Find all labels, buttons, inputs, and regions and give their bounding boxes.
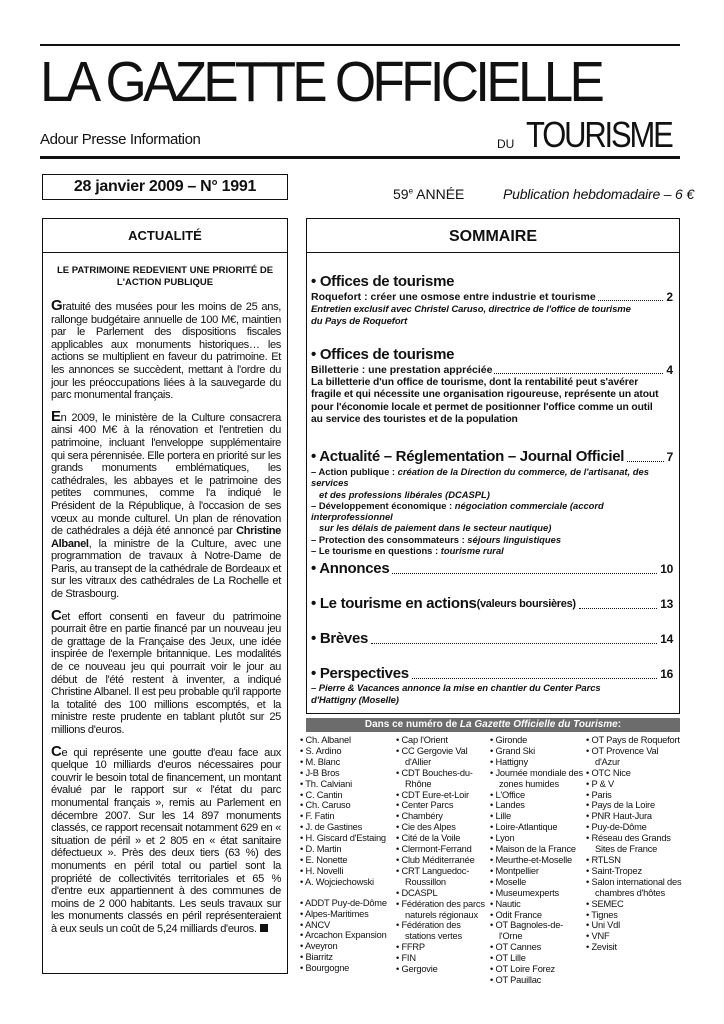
index-entry: • S. Ardino <box>300 746 396 757</box>
paragraph-text: e qui représente une goutte d'eau face aux quelque 10 milliards d'euros nécessaires pour couvrir le besoin total de financement, un montant évalué par le rapport sur « l'état du parc monumental français », remis au Parlement en décembre 2007. Sur les 14 897 monuments classés, ce rapport recensait notamment 629 en « situation de péril » et 2 805 en « état sanitaire défectueux ». Près des deux tiers (63 %) des monuments en péril total ou partiel sont la propriété de collectivités territoriales et 65 % d'entre eux appartiennent à des communes de moins de 2 000 habitants. Les seuls travaux sur les monuments classés en péril représenteraient à eux seuls un coût de 5,24 milliards d'euros. <box>51 746 281 935</box>
index-entry: • Ch. Caruso <box>300 800 396 811</box>
index-entry: • Zevisit <box>586 942 682 953</box>
page-number: 7 <box>666 450 673 464</box>
item-label: – Développement économique : <box>311 499 455 511</box>
index-entry: • Ch. Albanel <box>300 735 396 746</box>
index-entry: • M. Blanc <box>300 757 396 768</box>
index-entry: • Cap l'Orient <box>396 735 488 746</box>
index-entry: • Museumexperts <box>490 888 586 899</box>
masthead-tourisme: TOURISME <box>526 114 672 155</box>
index-entry: • Center Parcs <box>396 800 488 811</box>
sommaire-section-3 <box>311 448 673 556</box>
actualite-subtitle: LE PATRIMOINE REDEVIENT UNE PRIORITÉ DE L'ACTION PUBLIQUE <box>56 265 274 288</box>
sommaire-box <box>306 218 680 714</box>
index-entry: • Bourgogne <box>300 963 396 974</box>
index-entry: • F. Fatin <box>300 811 396 822</box>
index-entry: • SEMEC <box>586 899 682 910</box>
dot-leader <box>579 608 658 609</box>
section-title: • Brèves <box>311 630 369 647</box>
index-entry: • Saint-Tropez <box>586 866 682 877</box>
index-entry: • OT Cannes <box>490 942 586 953</box>
page-number: 4 <box>666 363 673 377</box>
index-entry: • CC Gergovie Val d'Allier <box>396 746 488 768</box>
index-entry: • OT Provence Val d'Azur <box>586 746 682 768</box>
index-entry: • Uni Vdl <box>586 920 682 931</box>
index-entry: • Réseau des Grands Sites de France <box>586 833 682 855</box>
index-entry: • Tignes <box>586 910 682 921</box>
article-paragraph <box>51 742 281 936</box>
index-entry: • Grand Ski <box>490 746 586 757</box>
index-entry: • Club Méditerranée <box>396 855 488 866</box>
section-title: • Perspectives <box>311 665 409 682</box>
index-entry: • Arcachon Expansion <box>300 930 396 941</box>
page-number: 2 <box>666 290 673 304</box>
index-entry: • Montpellier <box>490 866 586 877</box>
item-text: et des professions libérales (DCASPL) <box>319 488 490 500</box>
article-paragraph <box>51 407 281 601</box>
index-entry: • Paris <box>586 790 682 801</box>
section-title-line <box>311 595 673 613</box>
paragraph-text: , la ministre de la Culture, avec une programmation de travaux à Notre-Dame de Paris, au transept de la cathédrale de Bordeaux et sur les vitraux des cathédrales de La Rochelle et de Strasbourg. <box>51 537 281 601</box>
index-entry: • CDT Bouches-du-Rhône <box>396 768 488 790</box>
index-entry: • Cité de la Voile <box>396 833 488 844</box>
section-title: • Offices de tourisme <box>311 273 455 290</box>
index-heading <box>306 718 680 732</box>
index-entry: • Chambéry <box>396 811 488 822</box>
section-title: • Actualité – Réglementation – Journal Officiel <box>311 448 625 465</box>
item-label: – Le tourisme en questions : <box>311 545 441 557</box>
index-entry: • OTC Nice <box>586 768 682 779</box>
entry-text: Roquefort : créer une osmose entre industrie et tourisme <box>311 291 596 303</box>
index-entry: • PNR Haut-Jura <box>586 811 682 822</box>
annee-label <box>393 186 464 202</box>
drop-letter: G <box>51 297 63 314</box>
section-title-line <box>311 448 673 466</box>
section-entry <box>311 291 673 304</box>
index-entry: • Lyon <box>490 833 586 844</box>
index-heading-text: Dans ce numéro de <box>364 719 460 730</box>
index-entry: • FFRP <box>396 942 488 953</box>
index-entry: • VNF <box>586 931 682 942</box>
section-description: Entretien exclusif avec Christel Caruso, directrice de l'office de tourisme du Pays de Roquefort <box>311 304 631 327</box>
index-entry: • RTLSN <box>586 855 682 866</box>
index-entry: • OT Pauillac <box>490 975 586 986</box>
drop-letter: E <box>51 407 61 425</box>
item-text: tourisme rural <box>440 545 504 557</box>
masthead-title: LA GAZETTE OFFICIELLE <box>40 50 602 114</box>
index-heading-title: La Gazette Officielle du Tourisme <box>459 719 618 730</box>
index-spacer <box>300 888 396 898</box>
index-entry: • Hattigny <box>490 757 586 768</box>
end-mark-icon <box>260 924 268 932</box>
index-entry: • Salon international des chambres d'hôtes <box>586 877 682 899</box>
index-entry: • D. Martin <box>300 844 396 855</box>
annee-number: 59 <box>393 186 409 202</box>
index-entry: • Maison de la France <box>490 844 586 855</box>
index-entry: • L'Office <box>490 790 586 801</box>
item-text: sur les délais de paiement dans le secteur nautique) <box>319 522 552 534</box>
index-entry: • ADDT Puy-de-Dôme <box>300 898 396 909</box>
sommaire-section-1 <box>311 273 673 327</box>
section-item <box>311 466 673 500</box>
index-entry: • CRT Languedoc-Roussillon <box>396 866 488 888</box>
publisher-name: Adour Presse Information <box>40 131 201 148</box>
dot-leader <box>412 678 657 679</box>
dot-leader <box>371 643 657 644</box>
dot-leader <box>627 461 663 462</box>
section-item <box>311 534 673 545</box>
sommaire-section-7 <box>311 665 673 706</box>
sommaire-section-4 <box>311 560 673 578</box>
section-title: • Offices de tourisme <box>311 346 455 363</box>
index-entry: • J. de Gastines <box>300 822 396 833</box>
index-heading-colon: : <box>617 719 622 730</box>
section-title: • Annonces <box>311 560 390 577</box>
sommaire-section-5 <box>311 595 673 613</box>
article-paragraph <box>51 606 281 737</box>
index-entry: • Alpes-Maritimes <box>300 909 396 920</box>
index-entry: • A. Wojciechowski <box>300 877 396 888</box>
index-entry: • Aveyron <box>300 941 396 952</box>
item-label: – Action publique : <box>311 466 398 477</box>
index-entry: • Odit France <box>490 910 586 921</box>
index-entry: • Gironde <box>490 735 586 746</box>
paragraph-text: ratuité des musées pour les moins de 25 ans, rallonge budgétaire annuelle de 100 M€, maintien par le Parlement des dispositions fiscales applicables aux monuments historiques… les actions se multiplient en faveur du patrimoine. Et les annonces se succèdent, mettant à l'ordre du jour les préoccupations liées à la sauvegarde du parc monumental français. <box>51 301 281 402</box>
index-entry: • Th. Calviani <box>300 779 396 790</box>
index-entry: • FIN <box>396 953 488 964</box>
index-entry: • ANCV <box>300 920 396 931</box>
index-column-2 <box>396 735 488 975</box>
index-entry: • Clermont-Ferrand <box>396 844 488 855</box>
index-entry: • Fédération des parcs naturels régionaux <box>396 899 488 921</box>
annee-sup: e <box>408 186 414 196</box>
item-text: création de la Direction du commerce, de l'artisanat, des services <box>311 466 649 489</box>
index-entry: • Gergovie <box>396 964 488 975</box>
sommaire-section-2 <box>311 346 673 426</box>
index-entry: • E. Nonette <box>300 855 396 866</box>
top-rule <box>40 44 680 46</box>
page-number: 14 <box>660 632 673 646</box>
section-entry <box>311 364 673 377</box>
masthead-du: DU <box>497 137 515 151</box>
page-number: 13 <box>660 597 673 611</box>
actualite-heading: ACTUALITÉ <box>43 219 287 253</box>
dot-leader <box>598 300 664 301</box>
index-entry: • Journée mondiale des zones humides <box>490 768 586 790</box>
section-title-line <box>311 630 673 648</box>
paragraph-text: n 2009, le ministère de la Culture consacrera ainsi 400 M€ à la rénovation et l'entretien du patrimoine, incluant l'enveloppe supplémentaire qui sera pérennisée. Elle portera en priorité sur les grands monuments emblématiques, les cathédrales, les abbayes et le patrimoine des petites communes, comme l'a indiqué le Président de la République, à l'occasion de ses vœux au monde culturel. Un plan de rénovation de cathédrales a déjà été annoncé par <box>51 411 281 538</box>
index-entry: • Puy-de-Dôme <box>586 822 682 833</box>
index-column-4 <box>586 735 682 953</box>
drop-letter: C <box>51 742 62 760</box>
index-entry: • P & V <box>586 779 682 790</box>
section-item <box>311 500 673 534</box>
masthead-bottom-rule <box>40 156 680 159</box>
index-entry: • C. Cantin <box>300 790 396 801</box>
index-column-1 <box>300 735 396 974</box>
section-title-line <box>311 665 673 683</box>
paragraph-text: et effort consenti en faveur du patrimoine pourrait être en partie financé par un nouveau jeu de grattage de la Française des Jeux, une idée inspirée de l'exemple britannique. Les modalités de ce nouveau jeu qui pourrait voir le jour au début de l'été restent à inventer, a indiqué Christine Albanel. Il est peu probable qu'il rapporte la totalité des 100 millions escomptés, et la ministre reste prudente en tablant plutôt sur 25 millions d'euros. <box>51 610 281 736</box>
section-title: • Le tourisme en actions <box>311 595 477 612</box>
section-item <box>311 545 673 556</box>
dot-leader <box>494 373 663 374</box>
entry-text: Billetterie : une prestation appréciée <box>311 364 493 376</box>
item-text: négociation commerciale (accord interprofessionnel <box>311 499 604 523</box>
index-entry: • Loire-Atlantique <box>490 822 586 833</box>
actualite-article <box>43 297 287 936</box>
index-entry: • J-B Bros <box>300 768 396 779</box>
index-entry: • Moselle <box>490 877 586 888</box>
index-entry: • Cie des Alpes <box>396 822 488 833</box>
item-label: – Protection des consommateurs : <box>311 533 468 545</box>
index-entry: • H. Novelli <box>300 866 396 877</box>
actualite-box <box>42 218 288 974</box>
index-entry: • OT Lille <box>490 953 586 964</box>
sommaire-section-6 <box>311 630 673 648</box>
page-number: 16 <box>660 667 673 681</box>
sommaire-heading: SOMMAIRE <box>307 219 679 253</box>
index-entry: • Fédération des stations vertes <box>396 920 488 942</box>
index-entry: • Nautic <box>490 899 586 910</box>
publication-frequency-price: Publication hebdomadaire – 6 € <box>503 186 694 202</box>
page-number: 10 <box>660 562 673 576</box>
index-entry: • Landes <box>490 800 586 811</box>
index-column-3 <box>490 735 586 986</box>
article-paragraph <box>51 297 281 402</box>
issue-date-number: 28 janvier 2009 – N° 1991 <box>42 174 288 200</box>
index-entry: • OT Loire Forez <box>490 964 586 975</box>
drop-letter: C <box>51 606 62 624</box>
section-description: La billetterie d'un office de tourisme, dont la rentabilité peut s'avérer fragile et qui nécessite une organisation rigoureuse, représente un atout pour l'économie locale et permet de positionner l'office comme un outil au service des touristes et de la population <box>311 377 659 425</box>
index-entry: • H. Giscard d'Estaing <box>300 833 396 844</box>
section-description: – Pierre & Vacances annonce la mise en chantier du Center Parcs d'Hattigny (Moselle) <box>311 683 601 706</box>
index-entry: • Lille <box>490 811 586 822</box>
item-text: séjours linguistiques <box>467 533 562 545</box>
index-entry: • Meurthe-et-Moselle <box>490 855 586 866</box>
annee-word: ANNÉE <box>413 186 465 202</box>
section-subtitle: (valeurs boursières) <box>476 598 576 610</box>
index-entry: • Biarritz <box>300 952 396 963</box>
section-title-line <box>311 560 673 578</box>
index-entry: • CDT Eure-et-Loir <box>396 790 488 801</box>
index-entry: • Pays de la Loire <box>586 800 682 811</box>
person-name: Christine Albanel <box>51 525 281 550</box>
index-entry: • OT Pays de Roquefort <box>586 735 682 746</box>
index-entry: • DCASPL <box>396 888 488 899</box>
index-entry: • OT Bagnoles-de-l'Orne <box>490 920 586 942</box>
dot-leader <box>392 573 657 574</box>
